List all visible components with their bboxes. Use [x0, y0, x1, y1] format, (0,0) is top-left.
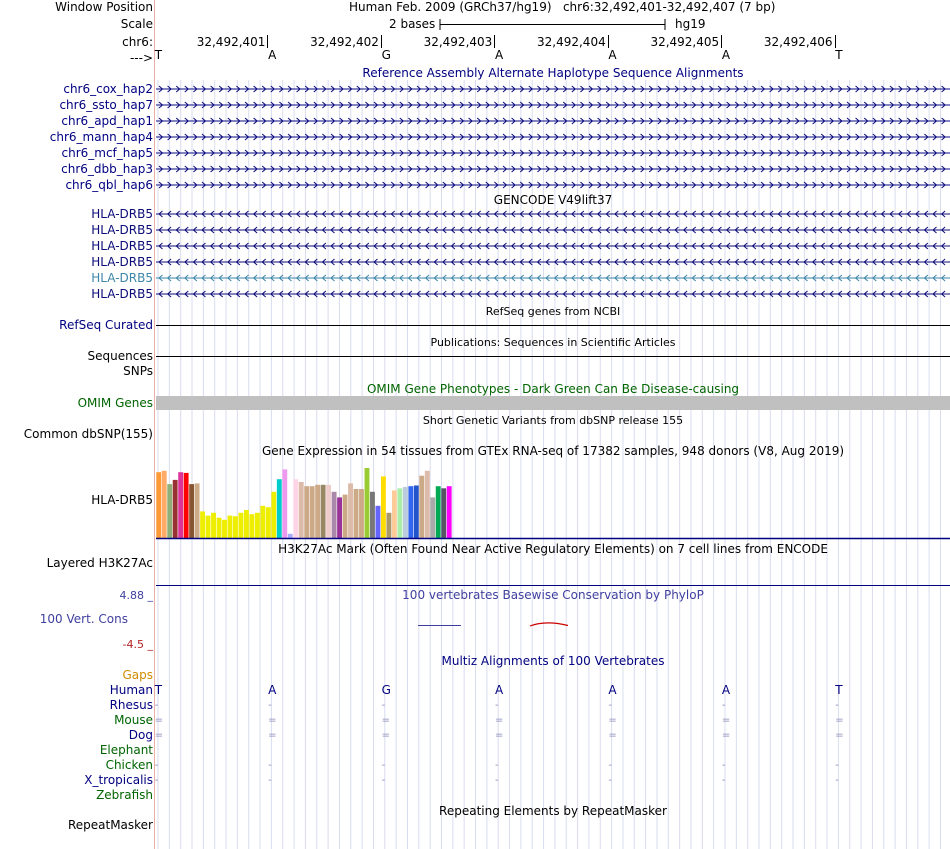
phylop-red-segment: [530, 623, 568, 626]
multiz-species-label[interactable]: Rhesus: [109, 698, 153, 712]
ruler-base: A: [495, 48, 504, 62]
multiz-species-label[interactable]: Gaps: [122, 668, 153, 682]
ruler-base: A: [608, 48, 617, 62]
gtex-tissue-bar[interactable]: [288, 534, 293, 538]
multiz-aligned-base: A: [268, 683, 277, 697]
h3k27ac-track-label[interactable]: Layered H3K27Ac: [46, 556, 153, 570]
gtex-tissue-bar[interactable]: [337, 497, 342, 538]
gencode-transcript-label[interactable]: HLA-DRB5: [91, 255, 153, 269]
multiz-aligned-base: A: [495, 683, 504, 697]
ruler-tick: [267, 35, 268, 48]
gtex-tissue-bar[interactable]: [419, 476, 424, 538]
multiz-aligned-base: =: [495, 715, 504, 726]
gtex-track-title[interactable]: Gene Expression in 54 tissues from GTEx RNA-seq of 17382 samples, 948 donors (V8, Aug 2019): [261, 444, 845, 458]
multiz-aligned-base: -: [268, 775, 272, 786]
gtex-tissue-bar[interactable]: [228, 516, 233, 538]
ruler-tick: [835, 35, 836, 48]
multiz-aligned-base: =: [381, 715, 390, 726]
multiz-aligned-base: -: [495, 775, 499, 786]
alt-haplotype-label[interactable]: chr6_qbl_hap6: [65, 178, 153, 192]
scale-assembly: hg19: [675, 17, 706, 31]
h3k27ac-track-title[interactable]: H3K27Ac Mark (Often Found Near Active Regulatory Elements) on 7 cell lines from ENCODE: [278, 542, 828, 556]
gtex-tissue-bar[interactable]: [354, 489, 359, 538]
gtex-tissue-bar[interactable]: [266, 507, 271, 538]
phylop-max-label: 4.88 _: [119, 589, 153, 602]
gtex-tissue-bar[interactable]: [381, 476, 386, 538]
multiz-aligned-base: =: [268, 715, 277, 726]
ruler-tick: [381, 35, 382, 48]
gtex-tissue-bar[interactable]: [299, 482, 304, 538]
omim-track-title[interactable]: OMIM Gene Phenotypes - Dark Green Can Be Disease-causing: [366, 382, 740, 396]
multiz-aligned-base: -: [381, 775, 386, 786]
alt-haplotype-alignment[interactable]: [156, 100, 950, 110]
gtex-tissue-bar[interactable]: [206, 516, 211, 538]
gencode-transcript[interactable]: [156, 289, 950, 299]
refseq-track-title[interactable]: RefSeq genes from NCBI: [485, 305, 621, 318]
alt-haplotype-alignment[interactable]: [156, 84, 950, 94]
multiz-aligned-base: -: [835, 760, 839, 771]
phylop-min-label: -4.5 _: [122, 638, 153, 651]
gtex-tissue-bar[interactable]: [348, 483, 353, 538]
gtex-tissue-bar[interactable]: [233, 516, 238, 538]
gencode-track-title[interactable]: GENCODE V49lift37: [493, 193, 613, 207]
multiz-aligned-base: -: [268, 760, 272, 771]
gtex-tissue-bar[interactable]: [447, 486, 452, 538]
scale-bar: [439, 17, 671, 32]
chrom-label: chr6:: [122, 35, 153, 49]
multiz-aligned-base: -: [154, 760, 159, 771]
multiz-species-label[interactable]: Human: [109, 683, 153, 697]
gtex-tissue-bar[interactable]: [260, 506, 265, 538]
gtex-tissue-bar[interactable]: [436, 486, 441, 538]
gencode-transcript-label[interactable]: HLA-DRB5: [91, 207, 153, 221]
gtex-tissue-bar[interactable]: [282, 469, 287, 538]
publications-track-title[interactable]: Publications: Sequences in Scientific Articles: [430, 336, 676, 349]
multiz-aligned-base: -: [835, 775, 839, 786]
multiz-aligned-base: T: [835, 683, 843, 697]
phylop-track-title[interactable]: 100 vertebrates Basewise Conservation by PhyloP: [402, 588, 704, 602]
gtex-tissue-bar[interactable]: [277, 479, 282, 538]
gtex-tissue-bar[interactable]: [397, 488, 402, 538]
gtex-tissue-bar[interactable]: [359, 489, 364, 538]
refseq-line: [156, 325, 950, 326]
multiz-track-title[interactable]: Multiz Alignments of 100 Vertebrates: [441, 654, 665, 668]
gtex-tissue-bar[interactable]: [365, 468, 370, 538]
ruler-base: G: [381, 48, 391, 62]
gtex-tissue-bar[interactable]: [403, 487, 408, 538]
omim-track-label[interactable]: OMIM Genes: [77, 396, 153, 410]
ruler-base: A: [721, 48, 731, 62]
multiz-species-label[interactable]: Chicken: [105, 758, 153, 772]
gtex-tissue-bar[interactable]: [255, 513, 260, 538]
multiz-aligned-base: -: [154, 700, 159, 711]
gtex-tissue-bar[interactable]: [293, 479, 298, 538]
gtex-tissue-bar[interactable]: [244, 510, 249, 538]
alt-haplotype-label[interactable]: chr6_ssto_hap7: [59, 98, 153, 112]
gencode-transcript[interactable]: [156, 225, 950, 235]
ruler-position-label: 32,492,406: [763, 35, 833, 49]
gencode-transcript-label[interactable]: HLA-DRB5: [91, 271, 153, 285]
gtex-tissue-bar[interactable]: [239, 513, 244, 538]
multiz-aligned-base: =: [495, 730, 504, 741]
gtex-tissue-bar[interactable]: [376, 506, 381, 538]
ruler-tick: [608, 35, 609, 48]
multiz-aligned-base: -: [608, 700, 613, 711]
gtex-tissue-bar[interactable]: [167, 484, 172, 538]
gtex-tissue-bar[interactable]: [321, 485, 326, 538]
scale-value: 2 bases: [389, 17, 436, 31]
gencode-transcript-label[interactable]: HLA-DRB5: [91, 239, 153, 253]
gtex-tissue-bar[interactable]: [304, 486, 309, 538]
strand-label: --->: [129, 51, 153, 65]
ruler-tick: [721, 35, 722, 48]
gtex-tissue-bar[interactable]: [315, 485, 320, 538]
gencode-transcript[interactable]: [156, 257, 950, 267]
alt-haplotype-label[interactable]: chr6_mcf_hap5: [61, 146, 153, 160]
h3k27ac-baseline: [156, 585, 950, 586]
gencode-transcript[interactable]: [156, 241, 950, 251]
gencode-transcript[interactable]: [156, 209, 950, 219]
multiz-aligned-base: =: [721, 730, 731, 741]
multiz-aligned-base: =: [608, 715, 617, 726]
multiz-aligned-base: =: [835, 715, 844, 726]
gtex-tissue-bar[interactable]: [408, 486, 413, 538]
ruler-tick: [494, 35, 495, 48]
multiz-species-label[interactable]: Dog: [128, 728, 153, 742]
scale-label: Scale: [120, 17, 153, 31]
multiz-aligned-base: -: [608, 775, 613, 786]
gtex-tissue-bar[interactable]: [425, 471, 430, 538]
ruler-position-label: 32,492,401: [196, 35, 266, 49]
multiz-species-label[interactable]: Zebrafish: [96, 788, 153, 802]
gtex-tissue-bar[interactable]: [430, 497, 435, 538]
ruler-position-label: 32,492,403: [423, 35, 493, 49]
window-position-label: Window Position: [55, 0, 153, 14]
repeatmasker-track-title[interactable]: Repeating Elements by RepeatMasker: [439, 804, 667, 818]
gtex-tissue-bar[interactable]: [184, 473, 189, 538]
multiz-aligned-base: =: [268, 730, 277, 741]
gtex-tissue-bar[interactable]: [343, 495, 348, 538]
ruler-base: A: [268, 48, 277, 62]
gtex-tissue-bar[interactable]: [189, 484, 194, 538]
phylop-track-label[interactable]: 100 Vert. Cons: [39, 612, 128, 626]
gtex-tissue-bar[interactable]: [156, 472, 161, 538]
gtex-track-label[interactable]: HLA-DRB5: [91, 493, 153, 507]
multiz-aligned-base: =: [154, 715, 164, 726]
gtex-tissue-bar[interactable]: [326, 485, 331, 538]
gencode-transcript-label[interactable]: HLA-DRB5: [91, 223, 153, 237]
multiz-aligned-base: T: [154, 683, 163, 697]
multiz-aligned-base: G: [381, 683, 391, 697]
alt-haplotype-alignment[interactable]: [156, 132, 950, 142]
omim-feature-bar[interactable]: [156, 396, 950, 410]
alt-haplotype-alignment[interactable]: [156, 164, 950, 174]
gtex-tissue-bar[interactable]: [386, 513, 391, 538]
multiz-aligned-base: -: [721, 700, 726, 711]
publications-line: [156, 356, 950, 357]
multiz-species-label[interactable]: Mouse: [114, 713, 153, 727]
ruler-base: T: [835, 48, 843, 62]
multiz-aligned-base: =: [154, 730, 164, 741]
alt-haplotype-alignment[interactable]: [156, 116, 950, 126]
multiz-aligned-base: -: [721, 760, 726, 771]
gtex-bar-chart[interactable]: [156, 460, 950, 540]
alt-haplotype-label[interactable]: chr6_dbb_hap3: [61, 162, 153, 176]
multiz-species-label[interactable]: Elephant: [99, 743, 153, 757]
gtex-tissue-bar[interactable]: [271, 492, 276, 538]
multiz-aligned-base: -: [721, 775, 726, 786]
gtex-tissue-bar[interactable]: [222, 520, 227, 538]
gtex-tissue-bar[interactable]: [173, 480, 178, 538]
alt-haplotype-label[interactable]: chr6_apd_hap1: [61, 114, 153, 128]
refseq-track-label[interactable]: RefSeq Curated: [59, 318, 153, 332]
publications-track-label[interactable]: Sequences: [87, 349, 153, 363]
gtex-tissue-bar[interactable]: [414, 486, 419, 539]
multiz-aligned-base: =: [721, 715, 731, 726]
gtex-tissue-bar[interactable]: [211, 513, 216, 538]
ruler-position-label: 32,492,405: [650, 35, 720, 49]
multiz-aligned-base: -: [268, 700, 272, 711]
multiz-aligned-base: -: [495, 760, 499, 771]
phylop-signal: [156, 620, 950, 630]
gtex-tissue-bar[interactable]: [162, 471, 167, 538]
repeatmasker-track-label[interactable]: RepeatMasker: [67, 818, 153, 832]
gtex-tissue-bar[interactable]: [370, 492, 375, 538]
multiz-aligned-base: A: [721, 683, 731, 697]
multiz-aligned-base: -: [835, 700, 839, 711]
alt-haplotype-alignment[interactable]: [156, 148, 950, 158]
ruler-base: T: [154, 48, 163, 62]
multiz-aligned-base: -: [608, 760, 613, 771]
gtex-tissue-bar[interactable]: [310, 486, 315, 538]
gtex-tissue-bar[interactable]: [392, 490, 397, 538]
alt-haplotype-alignment[interactable]: [156, 180, 950, 190]
gtex-tissue-bar[interactable]: [200, 511, 205, 538]
multiz-species-label[interactable]: X_tropicalis: [84, 773, 153, 787]
gtex-tissue-bar[interactable]: [178, 472, 183, 538]
window-position-value: Human Feb. 2009 (GRCh37/hg19) chr6:32,492,401-32,492,407 (7 bp): [349, 0, 776, 14]
ruler-position-label: 32,492,402: [310, 35, 379, 49]
gtex-tissue-bar[interactable]: [249, 514, 254, 538]
multiz-aligned-base: -: [381, 700, 386, 711]
alt-haplotype-label[interactable]: chr6_mann_hap4: [49, 130, 153, 144]
gtex-tissue-bar[interactable]: [441, 488, 446, 538]
gtex-tissue-bar[interactable]: [195, 483, 200, 538]
gtex-tissue-bar[interactable]: [217, 518, 222, 538]
gencode-transcript[interactable]: [156, 273, 950, 283]
multiz-aligned-base: =: [608, 730, 617, 741]
gencode-transcript-label[interactable]: HLA-DRB5: [91, 287, 153, 301]
dbsnp-track-label[interactable]: Common dbSNP(155): [23, 427, 153, 441]
multiz-aligned-base: -: [154, 775, 159, 786]
dbsnp-track-title[interactable]: Short Genetic Variants from dbSNP release 155: [422, 414, 684, 427]
gtex-tissue-bar[interactable]: [332, 492, 337, 538]
multiz-aligned-base: -: [495, 700, 499, 711]
alt-haplotype-label[interactable]: chr6_cox_hap2: [63, 82, 153, 96]
multiz-aligned-base: A: [608, 683, 617, 697]
multiz-aligned-base: =: [381, 730, 390, 741]
multiz-aligned-base: =: [835, 730, 844, 741]
snps-track-label[interactable]: SNPs: [123, 364, 153, 378]
multiz-aligned-base: -: [381, 760, 386, 771]
ruler-position-label: 32,492,404: [537, 35, 606, 49]
alt-haplotype-track-title[interactable]: Reference Assembly Alternate Haplotype Sequence Alignments: [362, 66, 744, 80]
